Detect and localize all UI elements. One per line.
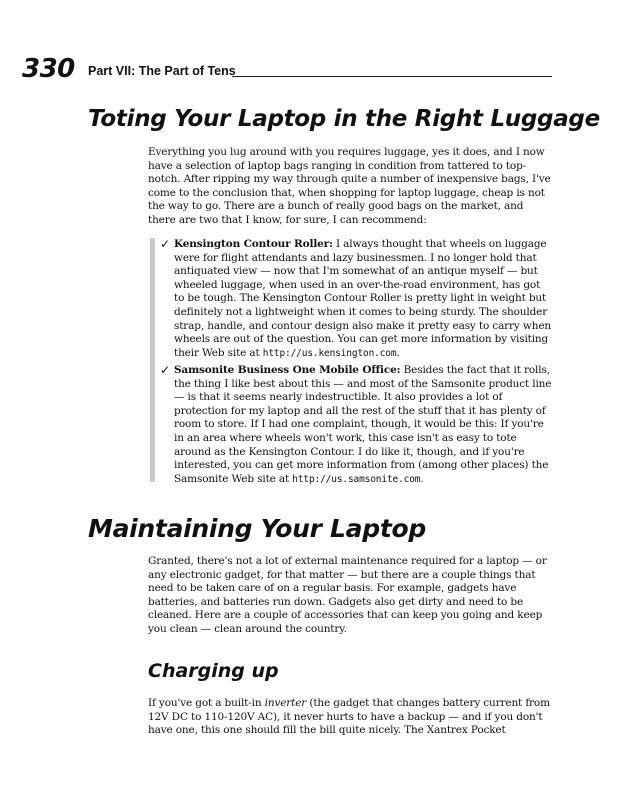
charging-paragraph (148, 697, 552, 738)
header-rule (232, 76, 552, 77)
list-item-text (174, 238, 552, 360)
subsection-heading-charging: Charging up (148, 660, 279, 682)
luggage-intro-paragraph: Everything you lug around with you requires luggage, yes it does, and I now have a selection of laptop bags ranging in condition from tattered to top-notch. After ripping my way through quite a number of inexpensive bags, I've come to the conclusion that, when shopping for laptop luggage, cheap is not the way to go. There are a bunch of really good bags on the market, and there are two that I know, for sure, I can recommend: (148, 146, 551, 226)
maintaining-intro-paragraph: Granted, there's not a lot of external maintenance required for a laptop — or any electronic gadget, for that matter — but there are a couple things that need to be taken care of on a regular basis. For example, gadgets have batteries, and batteries run down. Gadgets also get dirty and need to be cleaned. Here are a couple of accessories that can keep you going and keep you clean — clean around the country. (148, 555, 547, 635)
web-link[interactable]: http://us.kensington.com (262, 347, 397, 359)
bullet-list-bar (150, 238, 155, 482)
product-name: Samsonite Business One Mobile Office: (174, 364, 401, 376)
page-header (22, 56, 552, 82)
sentence-end: . (396, 346, 400, 359)
page-number: 330 (22, 54, 75, 84)
product-description: Besides the fact that it rolls, the thing I like best about this — and most of the Samsonite product line — is that it seems nearly indestructible. It also provides a lot of protection for my laptop and all the rest of the stuff that it has plenty of room to store. If I had one complaint, though, it would be this: If you're in an area where wheels won't work, this case isn't as easy to tote around as the Kensington Contour. I do like it, though, and if you're interested, you can get more information from (among other places) the Samsonite Web site at (174, 364, 552, 485)
product-description: I always thought that wheels on luggage were for flight attendants and lazy businessmen. I no longer hold that antiquated view — now that I'm somewhat of an antique myself — but wheeled luggage, when used in an over-the-road environment, has got to be tough. The Kensington Contour Roller is pretty light in weight but definitely not a lightweight when it comes to being sturdy. The shoulder strap, handle, and contour design also make it pretty easy to carry when wheels are out of the question. You can get more information by visiting their Web site at (174, 238, 552, 359)
web-link[interactable]: http://us.samsonite.com (292, 473, 421, 485)
checkmark-icon: ✓ (160, 363, 171, 377)
product-name: Kensington Contour Roller: (174, 238, 333, 250)
section-heading-luggage: Toting Your Laptop in the Right Luggage (88, 106, 600, 132)
charging-text-rest: (the gadget that changes battery current from 12V DC to 110-120V AC), it never hurts to have a backup — and if you don't have one, this one should fill the bill quite nicely. The Xantrex Pocket (148, 697, 550, 737)
list-item-text (174, 364, 552, 486)
list-item (160, 238, 552, 360)
checkmark-icon: ✓ (160, 237, 171, 251)
sentence-end: . (420, 472, 424, 485)
running-title: Part VII: The Part of Tens (88, 64, 236, 78)
inverter-term: inverter (264, 697, 307, 709)
section-heading-maintaining: Maintaining Your Laptop (88, 514, 426, 543)
charging-text-start: If you've got a built-in (148, 697, 265, 709)
list-item (160, 364, 552, 486)
